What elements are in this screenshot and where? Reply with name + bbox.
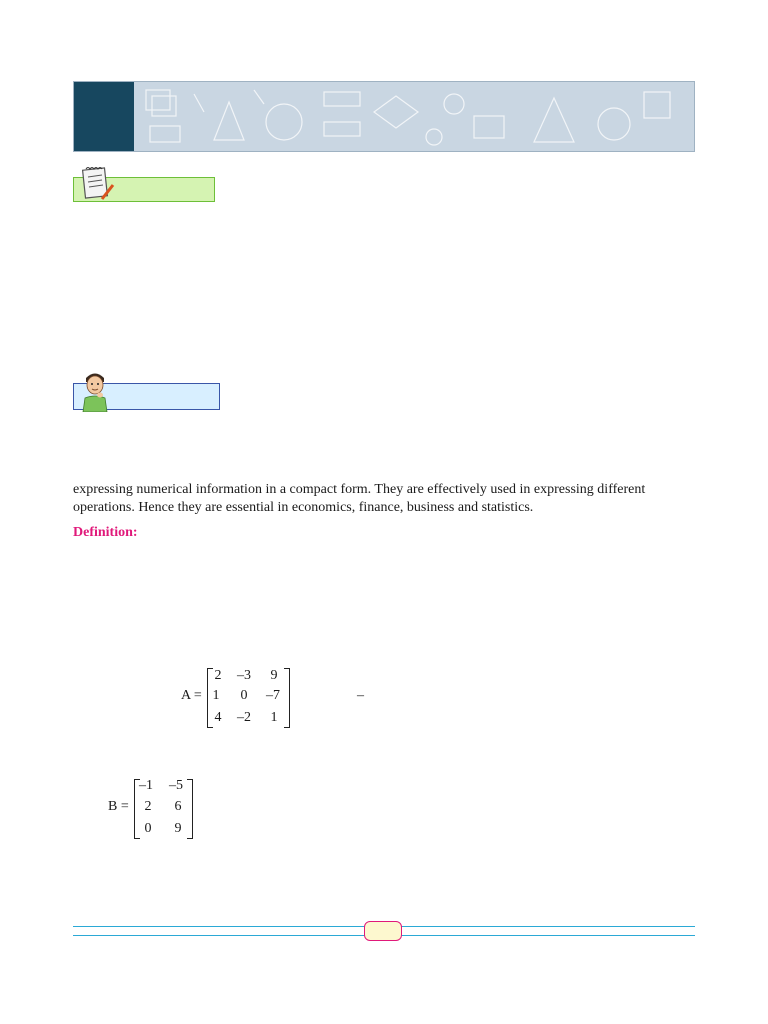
- matrix-b-cell: –1: [139, 778, 153, 793]
- matrix-a-cell: 4: [214, 710, 222, 725]
- paragraph-line-2: operations. Hence they are essential in economics, finance, business and statistics.: [73, 500, 534, 515]
- thinking-student-icon: [78, 368, 112, 417]
- matrix-a-cell: –7: [266, 688, 280, 703]
- matrix-b-cell: 0: [144, 821, 152, 836]
- matrix-b-cell: 9: [174, 821, 182, 836]
- matrix-a-cell: 2: [214, 668, 222, 683]
- matrix-a-label: A =: [181, 688, 202, 703]
- chapter-banner: [73, 81, 695, 152]
- matrix-b-cell: –5: [169, 778, 183, 793]
- matrix-a-cell: 1: [270, 710, 278, 725]
- matrix-a-cell: –2: [237, 710, 251, 725]
- notepad-pencil-icon: [80, 165, 116, 210]
- matrix-b-cell: 6: [174, 799, 182, 814]
- matrix-a-cell: 9: [270, 668, 278, 683]
- dash-mark: –: [357, 688, 364, 703]
- matrix-a-cell: –3: [237, 668, 251, 683]
- paragraph-line-1: expressing numerical information in a compact form. They are effectively used in expressing different: [73, 482, 646, 497]
- definition-heading: Definition:: [73, 525, 138, 540]
- matrix-b-label: B =: [108, 799, 129, 814]
- matrix-b-cell: 2: [144, 799, 152, 814]
- page-number-badge: [364, 921, 402, 941]
- body-paragraph: [73, 481, 698, 517]
- matrix-a-cell: 1: [212, 688, 220, 703]
- math-pattern-icon: [134, 82, 695, 152]
- chapter-number-block: [74, 82, 134, 151]
- matrix-a-cell: 0: [240, 688, 248, 703]
